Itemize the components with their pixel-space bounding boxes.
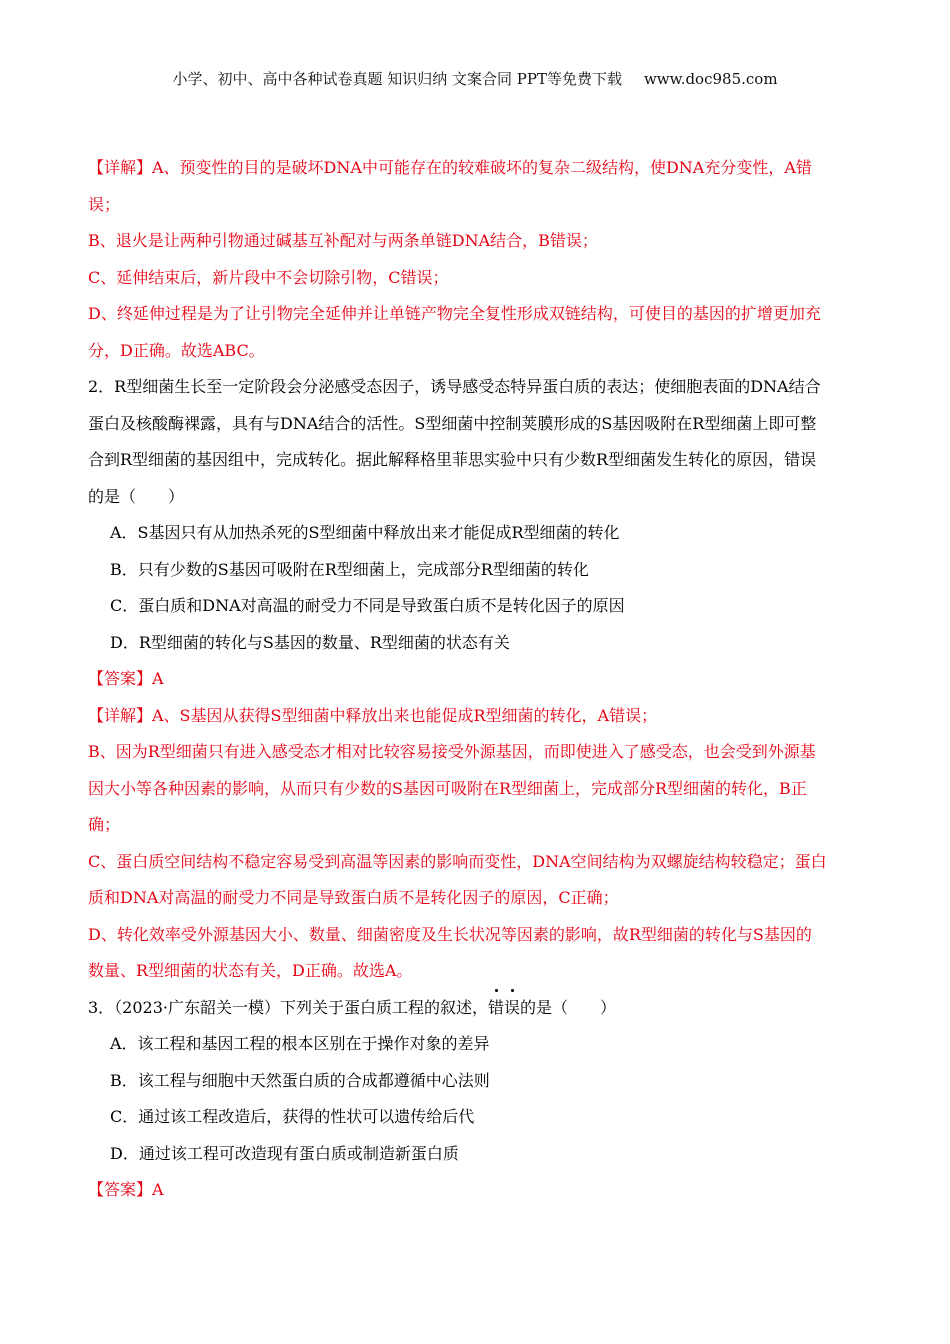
q1-detail-line: 【详解】A、预变性的目的是破坏DNA中可能存在的较难破坏的复杂二级结构，使DNA充分变性，A错 bbox=[88, 158, 812, 177]
q2-detail-line: C、蛋白质空间结构不稳定容易受到高温等因素的影响而变性，DNA空间结构为双螺旋结构较稳定；蛋白 bbox=[88, 851, 827, 871]
q2-detail-line: 数量、R型细菌的状态有关，D正确。故选A。 bbox=[88, 961, 413, 980]
q1-detail-line: 分，D正确。故选ABC。 bbox=[88, 340, 265, 360]
q2-option-b: B．只有少数的S基因可吸附在R型细菌上，完成部分R型细菌的转化 bbox=[110, 559, 589, 579]
q1-detail-line: 误； bbox=[88, 194, 121, 214]
q1-detail-line: D、终延伸过程是为了让引物完全延伸并让单链产物完全复性形成双链结构，可使目的基因的扩增更加充 bbox=[88, 304, 821, 323]
q2-detail-line: 质和DNA对高温的耐受力不同是导致蛋白质不是转化因子的原因，C正确； bbox=[88, 888, 619, 907]
q3-answer: 【答案】A bbox=[88, 1180, 164, 1199]
q3-emphasis-char: 误 bbox=[504, 990, 520, 1027]
q3-emphasis-char: 错 bbox=[488, 990, 504, 1027]
q3-option-d: D．通过该工程可改造现有蛋白质或制造新蛋白质 bbox=[110, 1143, 459, 1163]
q3-option-b: B．该工程与细胞中天然蛋白质的合成都遵循中心法则 bbox=[110, 1070, 490, 1090]
q3-stem-suffix: 的是（ ） bbox=[520, 997, 617, 1017]
q1-detail-line: B、退火是让两种引物通过碱基互补配对与两条单链DNA结合，B错误； bbox=[88, 231, 598, 250]
q2-detail-line: D、转化效率受外源基因大小、数量、细菌密度及生长状况等因素的影响，故R型细菌的转化与S基因的 bbox=[88, 924, 812, 944]
header-url[interactable]: www.doc985.com bbox=[643, 70, 778, 88]
q2-stem-line: 的是（ ） bbox=[88, 486, 185, 506]
q2-detail-line: 因大小等各种因素的影响，从而只有少数的S基因可吸附在R型细菌上，完成部分R型细菌的转化，B正 bbox=[88, 778, 807, 798]
q3-stem-prefix: 3．（2023·广东韶关一模）下列关于蛋白质工程的叙述， bbox=[88, 997, 488, 1017]
q2-stem-line: 蛋白及核酸酶裸露，具有与DNA结合的活性。S型细菌中控制荚膜形成的S基因吸附在R型细菌上即可整 bbox=[88, 413, 817, 433]
q2-option-c: C．蛋白质和DNA对高温的耐受力不同是导致蛋白质不是转化因子的原因 bbox=[110, 596, 625, 615]
q3-stem bbox=[88, 990, 863, 1027]
q2-detail-line: 【详解】A、S基因从获得S型细菌中释放出来也能促成R型细菌的转化，A错误； bbox=[88, 705, 658, 725]
q2-stem-line: 合到R型细菌的基因组中，完成转化。据此解释格里菲思实验中只有少数R型细菌发生转化的原因，错误 bbox=[88, 450, 817, 469]
header-text: 小学、初中、高中各种试卷真题 知识归纳 文案合同 PPT等免费下载 bbox=[172, 70, 622, 88]
q2-detail-line: B、因为R型细菌只有进入感受态才相对比较容易接受外源基因，而即使进入了感受态，也会受到外源基 bbox=[88, 742, 816, 761]
q1-detail-line: C、延伸结束后，新片段中不会切除引物，C错误； bbox=[88, 267, 449, 287]
q2-option-a: A．S基因只有从加热杀死的S型细菌中释放出来才能促成R型细菌的转化 bbox=[110, 523, 620, 542]
q2-answer: 【答案】A bbox=[88, 669, 164, 688]
q2-detail-line: 确； bbox=[88, 815, 121, 834]
q3-option-c: C．通过该工程改造后，获得的性状可以遗传给后代 bbox=[110, 1107, 475, 1126]
q2-option-d: D．R型细菌的转化与S基因的数量、R型细菌的状态有关 bbox=[110, 632, 510, 652]
document-body bbox=[88, 150, 863, 1209]
page-header bbox=[0, 68, 950, 89]
q3-option-a: A．该工程和基因工程的根本区别在于操作对象的差异 bbox=[110, 1034, 490, 1053]
q2-stem-line: 2．R型细菌生长至一定阶段会分泌感受态因子，诱导感受态特异蛋白质的表达；使细胞表面的DNA结合 bbox=[88, 377, 821, 396]
